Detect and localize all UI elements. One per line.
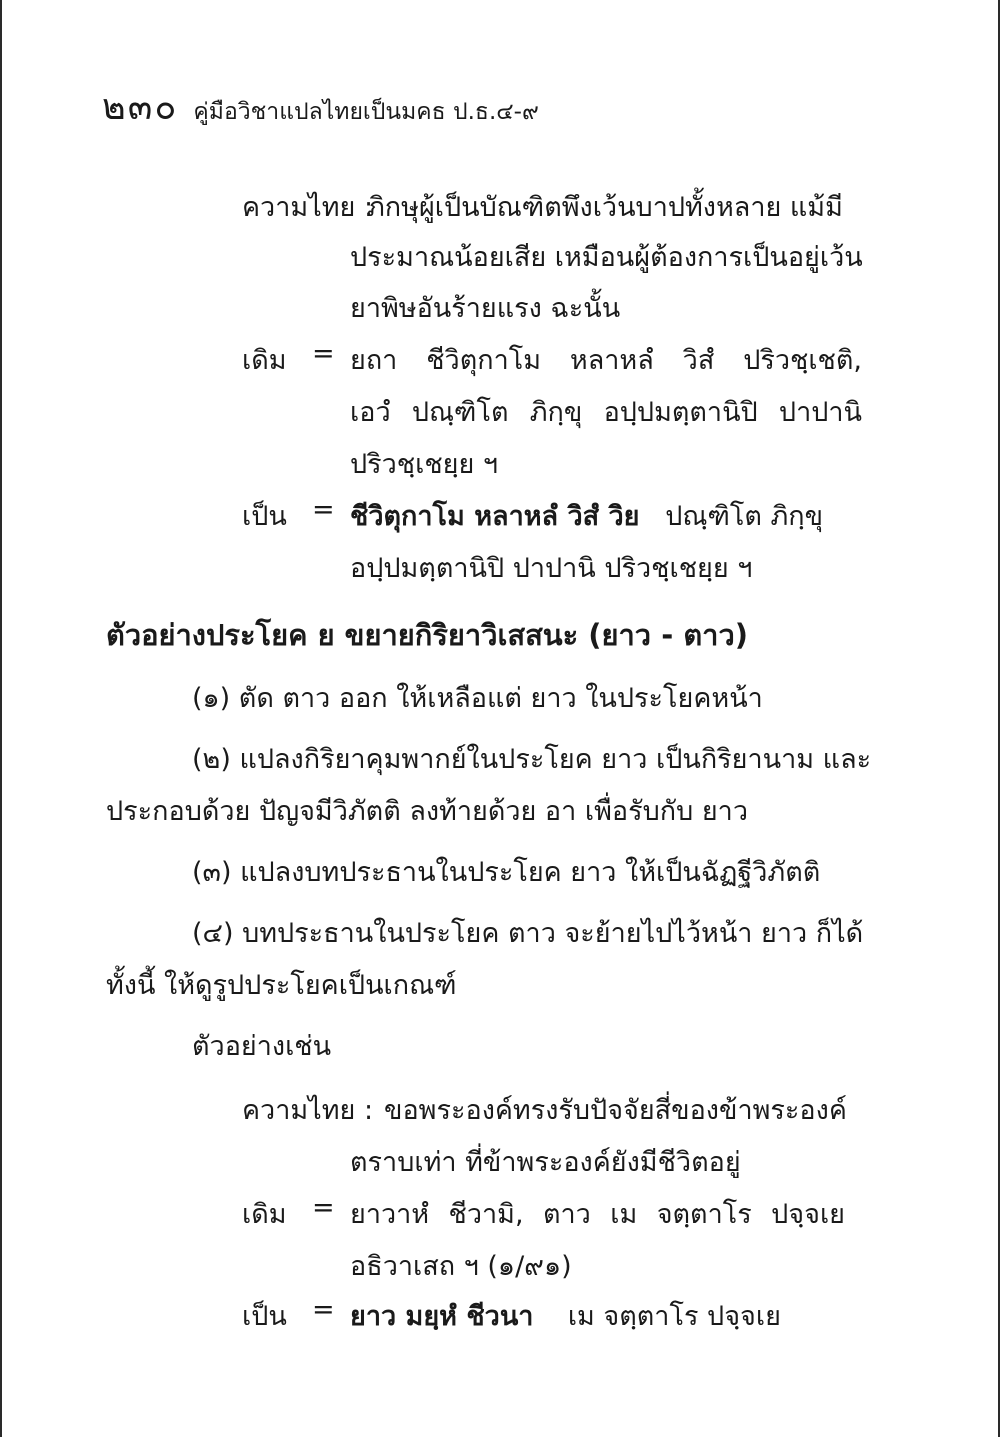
rule-3: (๓) แปลงบทประธานในประโยค ยาว ให้เป็นฉัฏฐีวิภัตติ (192, 857, 821, 888)
rule-4-line-1: (๔) บทประธานในประโยค ตาว จะย้ายไปไว้หน้า ยาว ก็ได้ (192, 918, 864, 949)
original-line: อธิวาเสถ ฯ (๑/๙๑) (350, 1251, 572, 1282)
converted-line: อปฺปมตฺตานิปิ ปาปานิ ปริวชฺเชยฺย ฯ (350, 553, 753, 584)
converted-label: เป็น (242, 1301, 287, 1332)
rule-2-line-2: ประกอบด้วย ปัญจมีวิภัตติ ลงท้ายด้วย อา เพื่อรับกับ ยาว (106, 796, 748, 827)
converted-bold-text: ชีวิตุกาโม หลาหลํ วิสํ วิย (350, 501, 640, 532)
equals-sign: = (312, 1192, 335, 1223)
converted-rest-text: ปณฺฑิโต ภิกฺขุ (665, 501, 824, 532)
thai-line: ขอพระองค์ทรงรับปัจจัยสี่ของข้าพระองค์ (384, 1095, 847, 1126)
converted-rest-text: เม จตฺตาโร ปจฺจเย (567, 1301, 781, 1332)
rule-4-line-2: ทั้งนี้ ให้ดูรูปประโยคเป็นเกณฑ์ (106, 970, 457, 1001)
original-label: เดิม (242, 1199, 287, 1230)
original-label: เดิม (242, 345, 287, 376)
rule-2-line-1: (๒) แปลงกิริยาคุมพากย์ในประโยค ยาว เป็นกิริยานาม และ (192, 744, 872, 775)
thai-line: ประมาณน้อยเสีย เหมือนผู้ต้องการเป็นอยู่เว้น (350, 242, 863, 273)
converted-label: เป็น (242, 501, 287, 532)
thai-line: ตราบเท่า ที่ข้าพระองค์ยังมีชีวิตอยู่ (350, 1147, 741, 1178)
equals-sign: = (312, 1294, 335, 1325)
equals-sign: = (312, 494, 335, 525)
original-line: ปริวชฺเชยฺย ฯ (350, 449, 499, 480)
thai-line: ภิกษุผู้เป็นบัณฑิตพึงเว้นบาปทั้งหลาย แม้มี (367, 192, 843, 223)
thai-label: ความไทย : (242, 1095, 374, 1126)
converted-line (350, 1294, 781, 1337)
book-title: คู่มือวิชาแปลไทยเป็นมคธ ป.ธ.๔-๙ (193, 99, 539, 125)
page-header (102, 78, 539, 135)
original-line: ยาวาหํ ชีวามิ, ตาว เม จตฺตาโร ปจฺจเย (350, 1199, 845, 1230)
equals-sign: = (312, 338, 335, 369)
example-intro: ตัวอย่างเช่น (192, 1031, 332, 1062)
section-heading: ตัวอย่างประโยค ย ขยายกิริยาวิเสสนะ (ยาว - ตาว) (106, 618, 748, 652)
page-number: ๒๓๐ (102, 87, 179, 128)
original-line: เอวํ ปณฺฑิโต ภิกฺขุ อปฺปมตฺตานิปิ ปาปานิ (350, 397, 862, 428)
converted-bold-text: ยาว มยฺหํ ชีวนา (350, 1301, 534, 1332)
rule-1: (๑) ตัด ตาว ออก ให้เหลือแต่ ยาว ในประโยคหน้า (192, 683, 763, 714)
thai-label: ความไทย : (242, 192, 374, 223)
converted-line (350, 494, 823, 537)
original-line: ยถา ชีวิตุกาโม หลาหลํ วิสํ ปริวชฺเชติ, (350, 345, 862, 376)
thai-line: ยาพิษอันร้ายแรง ฉะนั้น (350, 293, 621, 324)
